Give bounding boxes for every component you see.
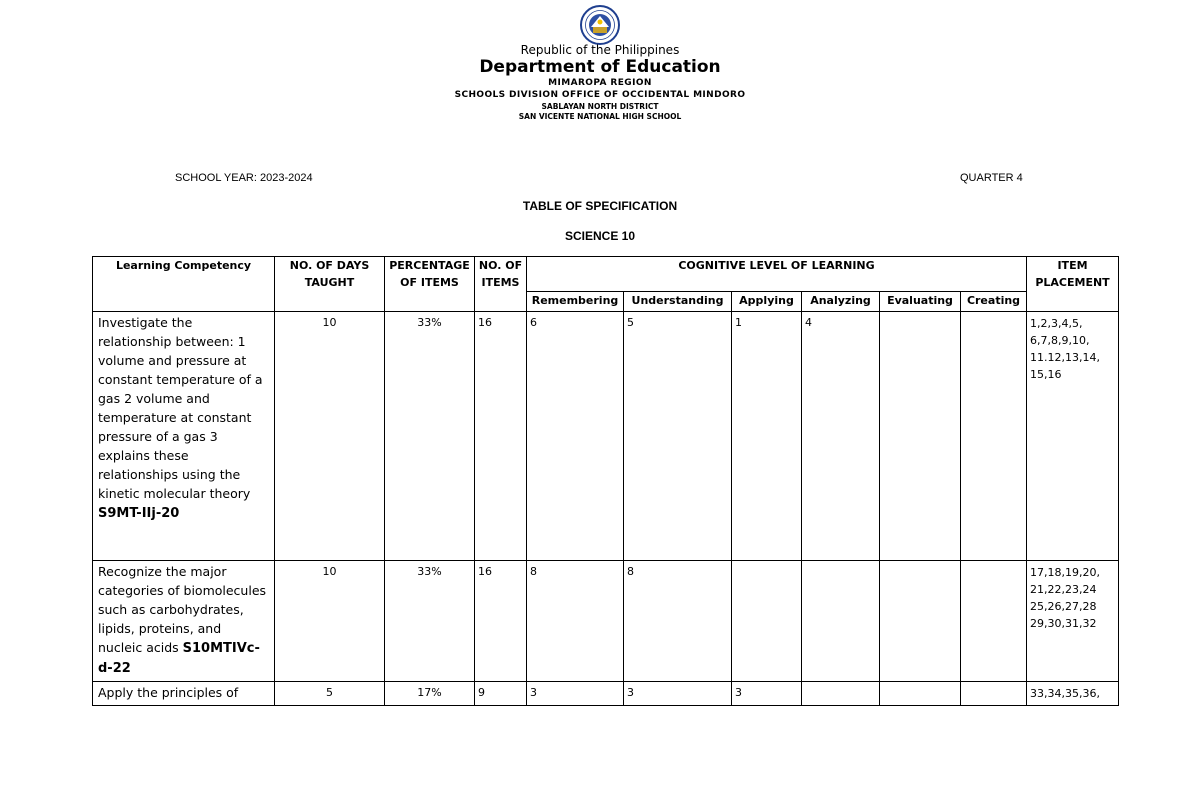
level-applying: Applying (732, 292, 802, 312)
header-competency: Learning Competency (93, 257, 275, 312)
applying-cell: 3 (732, 682, 802, 706)
quarter: QUARTER 4 (960, 172, 1023, 184)
level-remembering: Remembering (527, 292, 624, 312)
applying-cell (732, 561, 802, 682)
school-year: SCHOOL YEAR: 2023-2024 (175, 172, 313, 184)
competency-text: Recognize the major categories of biomolecules such as carbohydrates, lipids, proteins, and nucleic acids (98, 564, 267, 655)
header-days: NO. OF DAYS TAUGHT (275, 257, 385, 312)
header-cognitive: COGNITIVE LEVEL OF LEARNING (527, 257, 1027, 292)
evaluating-cell (880, 561, 961, 682)
items-cell: 16 (475, 312, 527, 561)
department-name: Department of Education (479, 57, 721, 77)
creating-cell (961, 312, 1027, 561)
applying-cell: 1 (732, 312, 802, 561)
division-line: SCHOOLS DIVISION OFFICE OF OCCIDENTAL MINDORO (454, 90, 746, 100)
table-row (93, 312, 1119, 561)
creating-cell (961, 561, 1027, 682)
republic-line: Republic of the Philippines (520, 43, 680, 57)
competency-cell (93, 682, 275, 706)
deped-seal-logo (577, 5, 623, 45)
competency-cell (93, 561, 275, 682)
header-row (93, 257, 1119, 292)
placement-cell: 33,34,35,36, (1027, 682, 1119, 706)
level-understanding: Understanding (624, 292, 732, 312)
level-creating: Creating (961, 292, 1027, 312)
header-items: NO. OF ITEMS (475, 257, 527, 312)
level-evaluating: Evaluating (880, 292, 961, 312)
school-line: SAN VICENTE NATIONAL HIGH SCHOOL (518, 112, 682, 121)
analyzing-cell (802, 682, 880, 706)
understanding-cell: 5 (624, 312, 732, 561)
creating-cell (961, 682, 1027, 706)
district-line: SABLAYAN NORTH DISTRICT (541, 102, 659, 111)
percentage-cell: 17% (385, 682, 475, 706)
placement-cell: 1,2,3,4,5, 6,7,8,9,10, 11.12,13,14, 15,16 (1027, 312, 1119, 561)
table-row (93, 561, 1119, 682)
header-percentage: PERCENTAGE OF ITEMS (385, 257, 475, 312)
evaluating-cell (880, 312, 961, 561)
document-title: TABLE OF SPECIFICATION (522, 199, 678, 213)
items-cell: 16 (475, 561, 527, 682)
days-cell: 10 (275, 561, 385, 682)
days-cell: 5 (275, 682, 385, 706)
competency-cell (93, 312, 275, 561)
understanding-cell: 3 (624, 682, 732, 706)
region-line: MIMAROPA REGION (548, 78, 652, 88)
evaluating-cell (880, 682, 961, 706)
table-row (93, 682, 1119, 706)
level-analyzing: Analyzing (802, 292, 880, 312)
remembering-cell: 6 (527, 312, 624, 561)
remembering-cell: 8 (527, 561, 624, 682)
days-cell: 10 (275, 312, 385, 561)
header-placement: ITEM PLACEMENT (1027, 257, 1119, 312)
understanding-cell: 8 (624, 561, 732, 682)
competency-code: S10MTIVc-d-22 (98, 641, 260, 676)
analyzing-cell: 4 (802, 312, 880, 561)
specification-table (92, 256, 1119, 706)
competency-code: S9MT-IIj-20 (98, 506, 180, 521)
percentage-cell: 33% (385, 561, 475, 682)
remembering-cell: 3 (527, 682, 624, 706)
competency-text: Apply the principles of (98, 685, 239, 700)
percentage-cell: 33% (385, 312, 475, 561)
competency-text: Investigate the relationship between: 1 volume and pressure at constant temperature of a gas 2 volume and temperature at constant pressure of a gas 3 explains these relationships using the kinetic molecular theory (98, 315, 263, 501)
placement-cell: 17,18,19,20, 21,22,23,24 25,26,27,28 29,30,31,32 (1027, 561, 1119, 682)
items-cell: 9 (475, 682, 527, 706)
analyzing-cell (802, 561, 880, 682)
subject-title: SCIENCE 10 (564, 229, 636, 243)
